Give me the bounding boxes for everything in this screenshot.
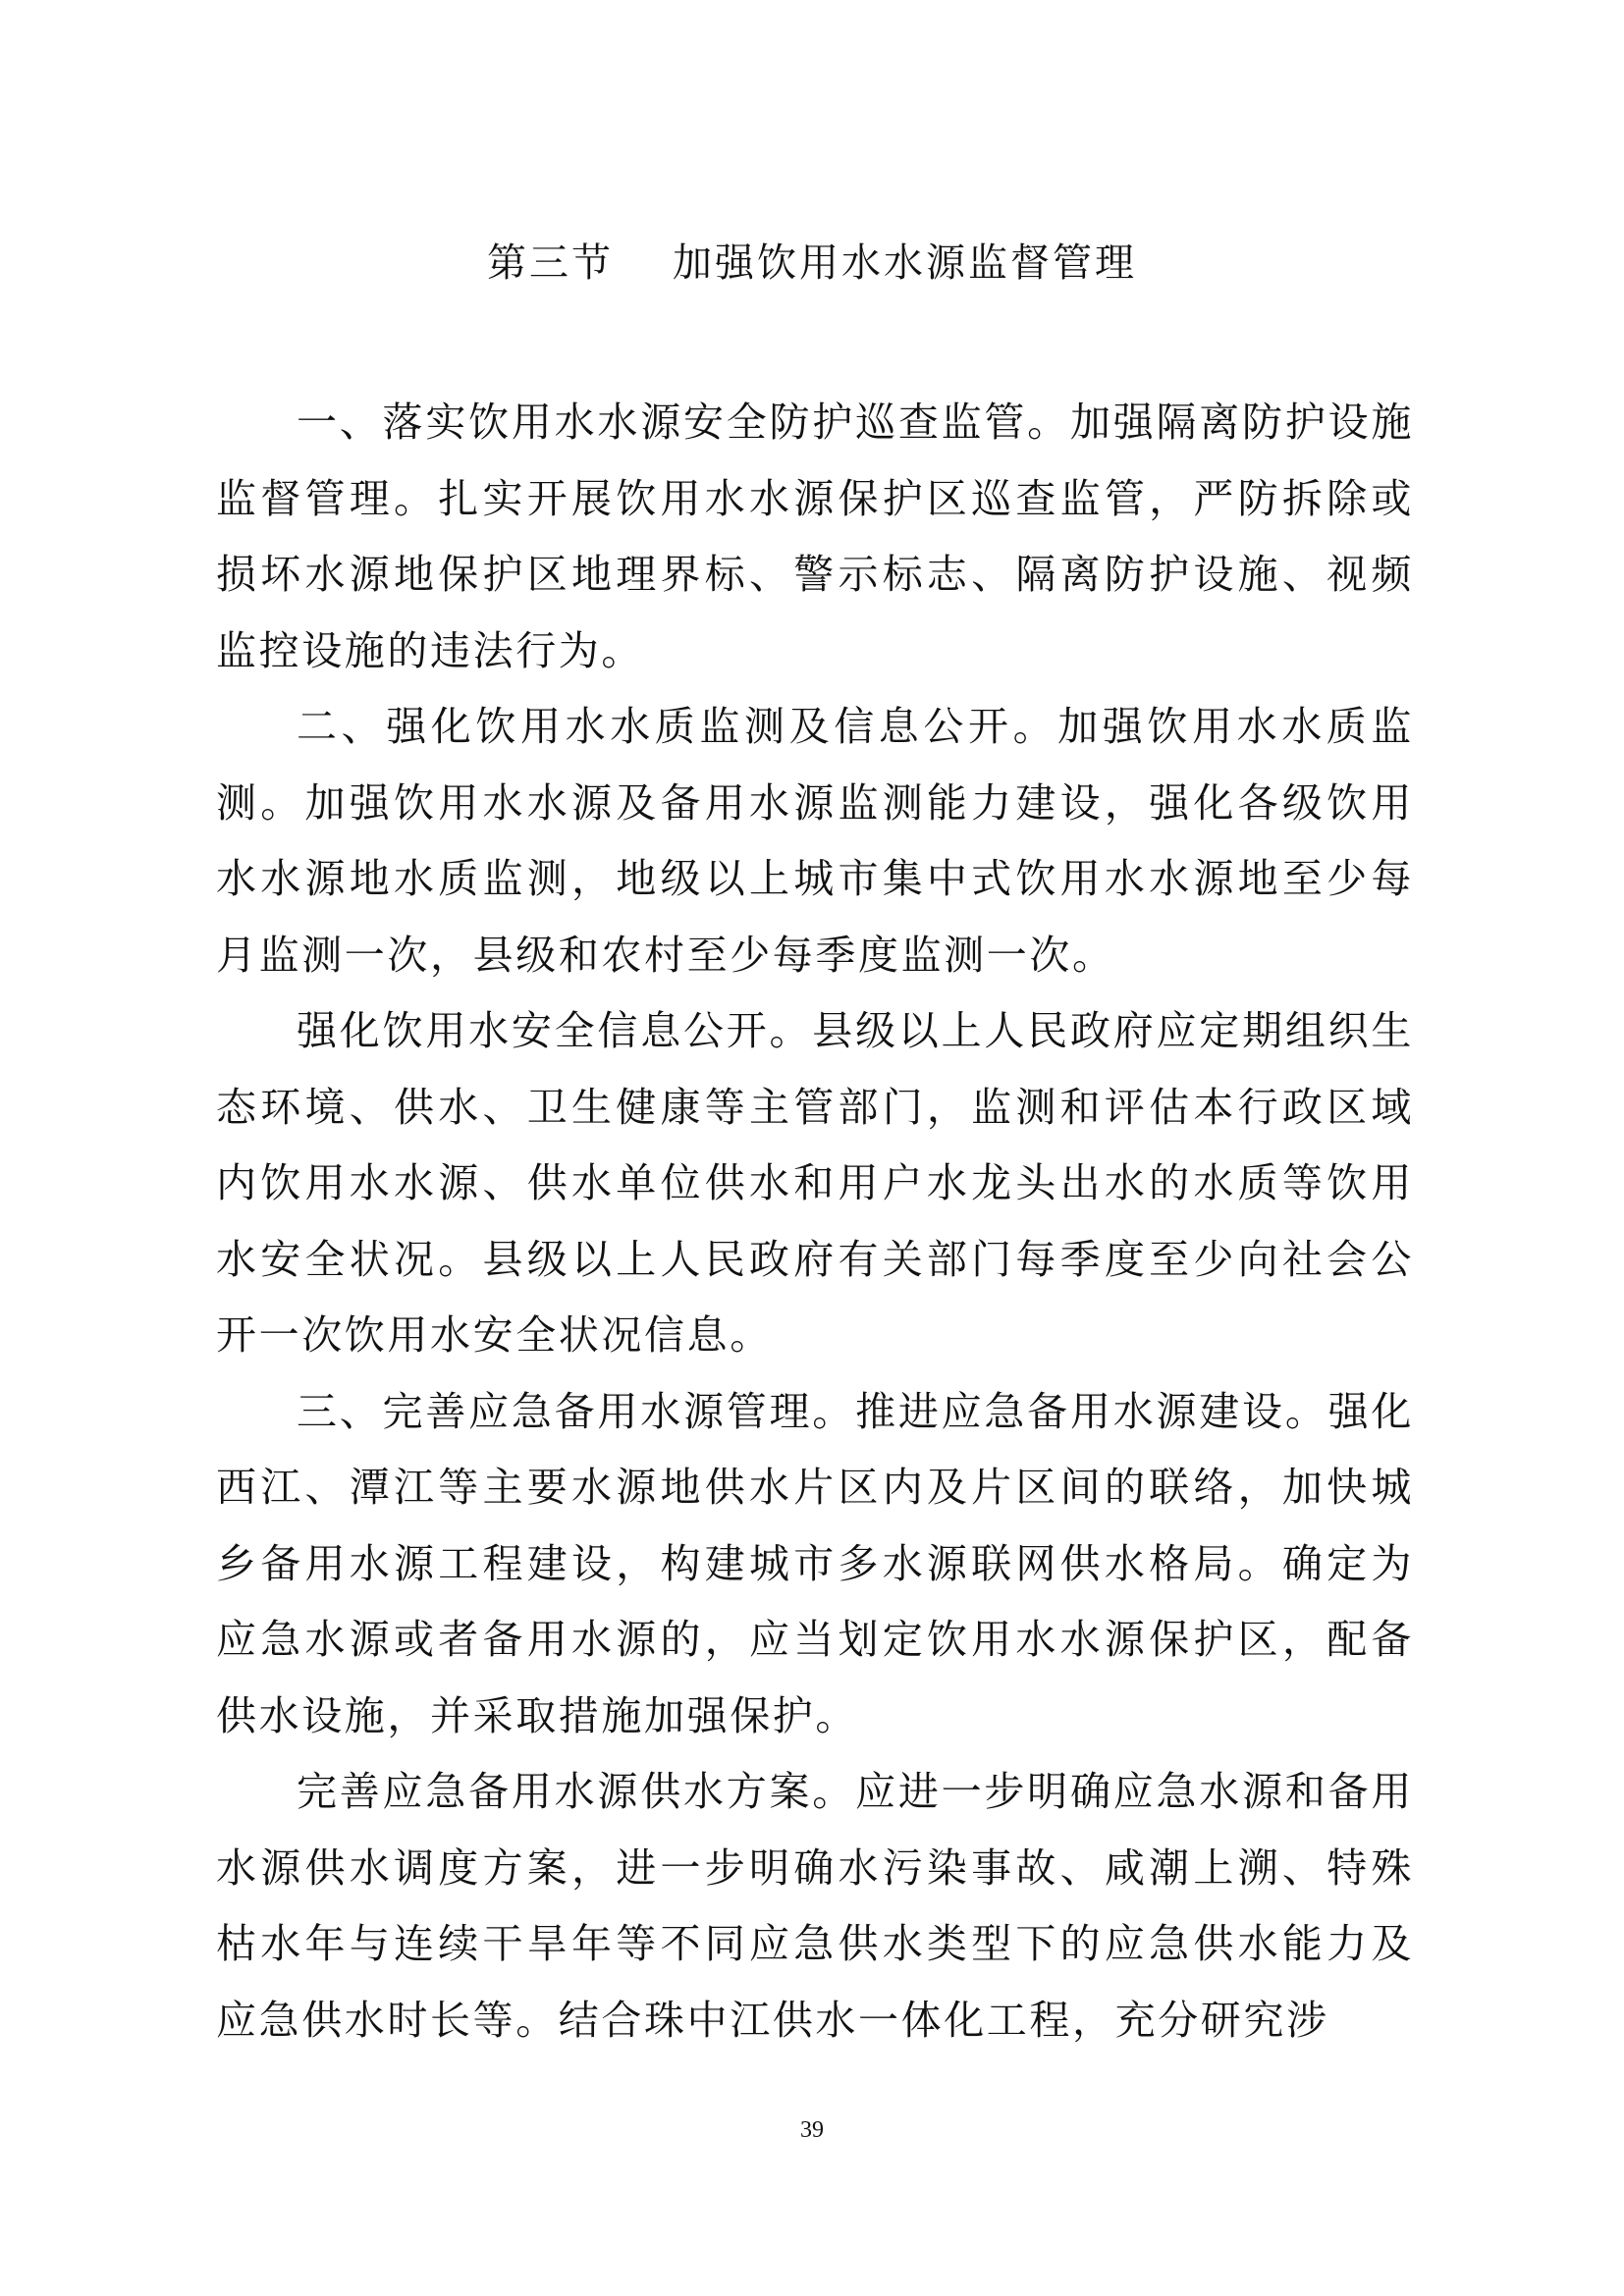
paragraph-5: 完善应急备用水源供水方案。应进一步明确应急水源和备用水源供水调度方案，进一步明确水污染事故、咸潮上溯、特殊枯水年与连续干旱年等不同应急供水类型下的应急供水能力及应急供水时长等。结合珠中江供水一体化工程，充分研究涉 [216, 1768, 1414, 2044]
paragraph-1: 一、落实饮用水水源安全防护巡查监管。加强隔离防护设施监督管理。扎实开展饮用水水源保护区巡查监管，严防拆除或损坏水源地保护区地理界标、警示标志、隔离防护设施、视频监控设施的违法行为。 [216, 399, 1414, 674]
paragraph-3: 强化饮用水安全信息公开。县级以上人民政府应定期组织生态环境、供水、卫生健康等主管部门，监测和评估本行政区域内饮用水水源、供水单位供水和用户水龙头出水的水质等饮用水安全状况。县级以上人民政府有关部门每季度至少向社会公开一次饮用水安全状况信息。 [216, 1007, 1414, 1359]
section-number: 第三节 [487, 240, 614, 286]
section-title-text: 加强饮用水水源监督管理 [673, 240, 1137, 286]
page-number: 39 [800, 2117, 824, 2143]
section-heading [0, 234, 1624, 293]
paragraph-2: 二、强化饮用水水质监测及信息公开。加强饮用水水质监测。加强饮用水水源及备用水源监测能力建设，强化各级饮用水水源地水质监测，地级以上城市集中式饮用水水源地至少每月监测一次，县级和农村至少每季度监测一次。 [216, 703, 1414, 979]
paragraph-4: 三、完善应急备用水源管理。推进应急备用水源建设。强化西江、潭江等主要水源地供水片区内及片区间的联络，加快城乡备用水源工程建设，构建城市多水源联网供水格局。确定为应急水源或者备用水源的，应当划定饮用水水源保护区，配备供水设施，并采取措施加强保护。 [216, 1387, 1414, 1739]
body-text [216, 385, 1414, 2058]
